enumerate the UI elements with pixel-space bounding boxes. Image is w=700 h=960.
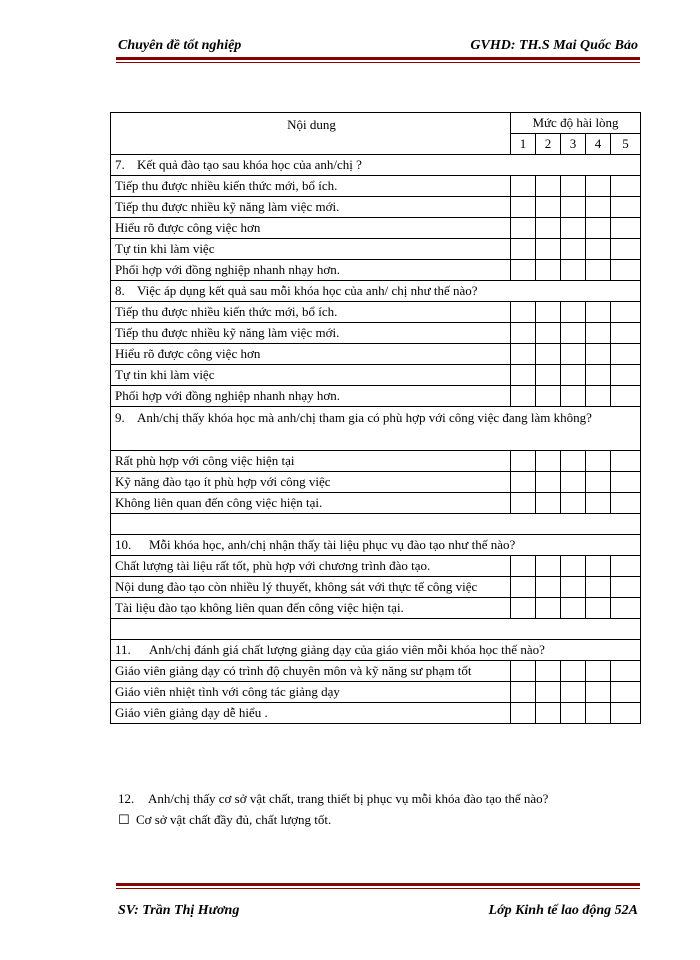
item-label: Phối hợp với đồng nghiệp nhanh nhạy hơn.	[111, 260, 511, 281]
item-label: Rất phù hợp với công việc hiện tại	[111, 451, 511, 472]
item-label: Không liên quan đến công việc hiện tại.	[111, 493, 511, 514]
item-label: Chất lượng tài liệu rất tốt, phù hợp với chương trình đào tạo.	[111, 556, 511, 577]
rating-cell[interactable]	[611, 344, 641, 365]
table-row	[111, 451, 641, 472]
rating-cell[interactable]	[511, 493, 536, 514]
table-row	[111, 365, 641, 386]
rating-cell[interactable]	[561, 260, 586, 281]
item-label: Giáo viên giảng dạy có trình độ chuyên môn và kỹ năng sư phạm tốt	[111, 661, 511, 682]
checkbox-icon[interactable]: ☐	[118, 813, 130, 828]
item-label: Hiểu rõ được công việc hơn	[111, 218, 511, 239]
rating-cell[interactable]	[536, 260, 561, 281]
rating-cell[interactable]	[611, 365, 641, 386]
rating-cell[interactable]	[536, 661, 561, 682]
rating-cell[interactable]	[511, 344, 536, 365]
header-right: GVHD: TH.S Mai Quốc Bảo	[470, 38, 638, 53]
rating-cell[interactable]	[611, 661, 641, 682]
header-rule-thick	[116, 57, 640, 60]
item-label: Phối hợp với đồng nghiệp nhanh nhạy hơn.	[111, 386, 511, 407]
empty-row	[111, 514, 641, 535]
rating-cell[interactable]	[561, 703, 586, 724]
rating-cell[interactable]	[561, 556, 586, 577]
rating-cell[interactable]	[536, 493, 561, 514]
table-row	[111, 493, 641, 514]
question-row	[111, 407, 641, 451]
question-11: 11. Anh/chị đánh giá chất lượng giảng dạy của giáo viên mỗi khóa học thế nào?	[111, 640, 641, 661]
table-row	[111, 661, 641, 682]
rating-cell[interactable]	[511, 302, 536, 323]
rating-cell[interactable]	[561, 472, 586, 493]
rating-cell[interactable]	[536, 197, 561, 218]
table-row	[111, 302, 641, 323]
scale-label: 1	[511, 134, 536, 155]
rating-cell[interactable]	[586, 365, 611, 386]
table-row	[111, 239, 641, 260]
header-rule-thin	[116, 62, 640, 63]
table-row	[111, 556, 641, 577]
rating-cell[interactable]	[536, 703, 561, 724]
rating-cell[interactable]	[536, 239, 561, 260]
rating-cell[interactable]	[586, 472, 611, 493]
rating-cell[interactable]	[561, 197, 586, 218]
rating-cell[interactable]	[586, 302, 611, 323]
rating-cell[interactable]	[586, 661, 611, 682]
rating-cell[interactable]	[611, 451, 641, 472]
item-label: Nội dung đào tạo còn nhiều lý thuyết, không sát với thực tế công việc	[111, 577, 511, 598]
question-12-text: Anh/chị thấy cơ sở vật chất, trang thiết bị phục vụ mỗi khóa đào tạo thế nào?	[148, 791, 549, 806]
table-row	[111, 682, 641, 703]
rating-cell[interactable]	[586, 577, 611, 598]
rating-cell[interactable]	[536, 323, 561, 344]
option-label: Cơ sở vật chất đầy đủ, chất lượng tốt.	[136, 812, 332, 827]
footer-rule-thick	[116, 883, 640, 886]
item-label: Giáo viên giảng dạy dễ hiểu .	[111, 703, 511, 724]
item-label: Tự tin khi làm việc	[111, 365, 511, 386]
survey-table	[110, 112, 641, 724]
rating-cell[interactable]	[611, 577, 641, 598]
rating-cell[interactable]	[586, 344, 611, 365]
table-row	[111, 344, 641, 365]
rating-cell[interactable]	[611, 176, 641, 197]
item-label: Tiếp thu được nhiều kỹ năng làm việc mới.	[111, 197, 511, 218]
rating-cell[interactable]	[586, 556, 611, 577]
rating-cell[interactable]	[611, 323, 641, 344]
rating-cell[interactable]	[611, 302, 641, 323]
rating-cell[interactable]	[511, 451, 536, 472]
rating-cell[interactable]	[561, 302, 586, 323]
scale-label: 4	[586, 134, 611, 155]
scale-label: 5	[611, 134, 641, 155]
table-row	[111, 218, 641, 239]
table-row	[111, 386, 641, 407]
rating-cell[interactable]	[511, 260, 536, 281]
question-12-number: 12.	[118, 791, 135, 806]
spacer-row	[111, 514, 641, 535]
footer-rule-thin	[116, 888, 640, 889]
scale-label: 2	[536, 134, 561, 155]
rating-cell[interactable]	[586, 323, 611, 344]
rating-cell[interactable]	[536, 451, 561, 472]
rating-cell[interactable]	[536, 682, 561, 703]
rating-cell[interactable]	[511, 556, 536, 577]
rating-cell[interactable]	[511, 197, 536, 218]
rating-cell[interactable]	[536, 344, 561, 365]
rating-cell[interactable]	[511, 661, 536, 682]
table-row	[111, 703, 641, 724]
question-8: 8. Việc áp dụng kết quả sau mỗi khóa học của anh/ chị như thế nào?	[111, 281, 641, 302]
rating-cell[interactable]	[586, 451, 611, 472]
rating-cell[interactable]	[611, 682, 641, 703]
rating-cell[interactable]	[536, 577, 561, 598]
rating-cell[interactable]	[511, 239, 536, 260]
item-label: Tài liệu đào tạo không liên quan đến công việc hiện tại.	[111, 598, 511, 619]
rating-cell[interactable]	[511, 323, 536, 344]
rating-cell[interactable]	[536, 365, 561, 386]
question-row	[111, 640, 641, 661]
rating-cell[interactable]	[561, 661, 586, 682]
rating-cell[interactable]	[561, 451, 586, 472]
rating-cell[interactable]	[611, 260, 641, 281]
item-label: Giáo viên nhiệt tình với công tác giảng dạy	[111, 682, 511, 703]
rating-cell[interactable]	[536, 556, 561, 577]
rating-cell[interactable]	[511, 703, 536, 724]
table-row	[111, 176, 641, 197]
rating-cell[interactable]	[561, 323, 586, 344]
rating-cell[interactable]	[561, 682, 586, 703]
item-label: Hiểu rõ được công việc hơn	[111, 344, 511, 365]
table-row	[111, 577, 641, 598]
question-row	[111, 281, 641, 302]
rating-cell[interactable]	[611, 386, 641, 407]
rating-cell[interactable]	[511, 682, 536, 703]
rating-cell[interactable]	[586, 493, 611, 514]
rating-cell[interactable]	[611, 703, 641, 724]
rating-cell[interactable]	[561, 365, 586, 386]
rating-cell[interactable]	[611, 218, 641, 239]
rating-cell[interactable]	[511, 365, 536, 386]
rating-cell[interactable]	[536, 472, 561, 493]
column-header-rating: Mức độ hài lòng	[511, 113, 641, 134]
rating-cell[interactable]	[586, 176, 611, 197]
item-label: Tiếp thu được nhiều kỹ năng làm việc mới.	[111, 323, 511, 344]
empty-row	[111, 619, 641, 640]
rating-cell[interactable]	[536, 302, 561, 323]
rating-cell[interactable]	[611, 493, 641, 514]
question-row	[111, 535, 641, 556]
table-row	[111, 197, 641, 218]
footer-right: Lớp Kinh tế lao động 52A	[488, 903, 638, 918]
item-label: Kỹ năng đào tạo ít phù hợp với công việc	[111, 472, 511, 493]
rating-cell[interactable]	[511, 577, 536, 598]
rating-cell[interactable]	[586, 598, 611, 619]
rating-cell[interactable]	[586, 218, 611, 239]
spacer-row	[111, 619, 641, 640]
rating-cell[interactable]	[511, 176, 536, 197]
rating-cell[interactable]	[536, 386, 561, 407]
rating-cell[interactable]	[586, 703, 611, 724]
rating-cell[interactable]	[611, 239, 641, 260]
rating-cell[interactable]	[611, 472, 641, 493]
table-row	[111, 323, 641, 344]
table-header-row	[111, 113, 641, 134]
item-label: Tự tin khi làm việc	[111, 239, 511, 260]
question-7: 7. Kết quả đào tạo sau khóa học của anh/chị ?	[111, 155, 641, 176]
rating-cell[interactable]	[611, 197, 641, 218]
scale-label: 3	[561, 134, 586, 155]
rating-cell[interactable]	[586, 260, 611, 281]
rating-cell[interactable]	[561, 598, 586, 619]
rating-cell[interactable]	[561, 493, 586, 514]
rating-cell[interactable]	[611, 598, 641, 619]
footer-left: SV: Trần Thị Hương	[118, 903, 240, 918]
item-label: Tiếp thu được nhiều kiến thức mới, bổ ích.	[111, 302, 511, 323]
rating-cell[interactable]	[561, 239, 586, 260]
rating-cell[interactable]	[586, 197, 611, 218]
rating-cell[interactable]	[561, 218, 586, 239]
item-label: Tiếp thu được nhiều kiến thức mới, bổ ích.	[111, 176, 511, 197]
table-row	[111, 598, 641, 619]
rating-cell[interactable]	[586, 239, 611, 260]
rating-cell[interactable]	[561, 344, 586, 365]
rating-cell[interactable]	[511, 386, 536, 407]
header-left: Chuyên đề tốt nghiệp	[118, 38, 242, 53]
question-12	[118, 791, 548, 807]
rating-cell[interactable]	[536, 598, 561, 619]
question-12-option-1[interactable]	[118, 812, 331, 828]
table-row	[111, 472, 641, 493]
rating-cell[interactable]	[561, 577, 586, 598]
rating-cell[interactable]	[536, 176, 561, 197]
rating-cell[interactable]	[511, 218, 536, 239]
rating-cell[interactable]	[511, 472, 536, 493]
table-row	[111, 260, 641, 281]
rating-cell[interactable]	[586, 386, 611, 407]
question-9: 9. Anh/chị thấy khóa học mà anh/chị tham gia có phù hợp với công việc đang làm không?	[111, 407, 641, 451]
rating-cell[interactable]	[561, 176, 586, 197]
rating-cell[interactable]	[611, 556, 641, 577]
question-10: 10. Mỗi khóa học, anh/chị nhận thấy tài liệu phục vụ đào tạo như thế nào?	[111, 535, 641, 556]
column-header-content: Nội dung	[111, 113, 511, 155]
rating-cell[interactable]	[561, 386, 586, 407]
rating-cell[interactable]	[586, 682, 611, 703]
rating-cell[interactable]	[511, 598, 536, 619]
question-row	[111, 155, 641, 176]
rating-cell[interactable]	[536, 218, 561, 239]
